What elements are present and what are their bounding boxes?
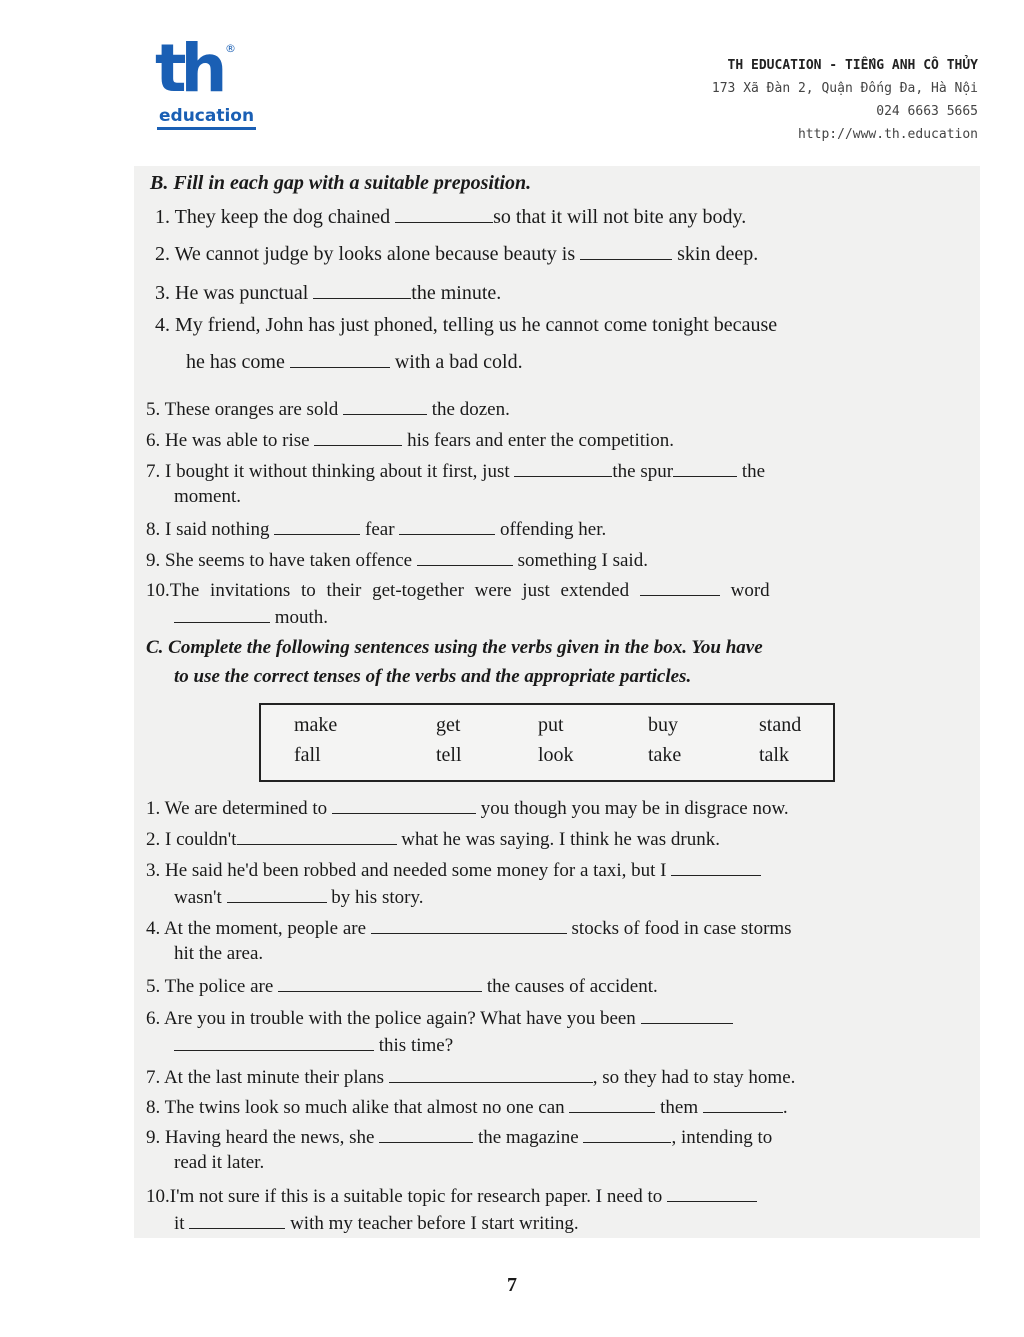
verb: tell — [436, 744, 462, 766]
verb: get — [436, 714, 461, 736]
header-contact — [712, 54, 978, 146]
registered-mark-icon: ® — [225, 42, 236, 55]
section-b-heading: B. Fill in each gap with a suitable preposition. — [150, 172, 532, 194]
verb: buy — [648, 714, 678, 736]
b-item-9: 9. She seems to have taken offence something I said. — [146, 547, 648, 573]
verb: take — [648, 744, 682, 766]
c-item-10: 10.I'm not sure if this is a suitable topic for research paper. I need to — [146, 1183, 757, 1209]
logo-text: th — [155, 30, 222, 107]
c-item-10-cont: it with my teacher before I start writing. — [174, 1210, 579, 1236]
page-number: 7 — [507, 1274, 517, 1296]
c-item-4-cont: hit the area. — [174, 943, 264, 964]
c-item-6: 6. Are you in trouble with the police again? What have you been — [146, 1005, 733, 1031]
verb-box — [259, 703, 835, 782]
b-item-7: 7. I bought it without thinking about it first, just the spur the — [146, 458, 765, 484]
logo-subtext: education — [157, 106, 256, 130]
verb: put — [538, 714, 564, 736]
verb: stand — [759, 714, 802, 736]
c-item-7: 7. At the last minute their plans , so they had to stay home. — [146, 1064, 795, 1090]
c-item-5: 5. The police are the causes of accident. — [146, 973, 658, 999]
c-item-9: 9. Having heard the news, she the magazine , intending to — [146, 1124, 772, 1150]
b-item-8: 8. I said nothing fear offending her. — [146, 516, 606, 542]
b-item-7-cont: moment. — [174, 486, 242, 507]
b-item-5: 5. These oranges are sold the dozen. — [146, 396, 510, 422]
b-item-4-cont: he has come with a bad cold. — [186, 351, 523, 373]
c-item-8: 8. The twins look so much alike that almost no one can them . — [146, 1094, 788, 1120]
c-item-2: 2. I couldn't what he was saying. I think he was drunk. — [146, 826, 720, 852]
c-item-3-cont: wasn't by his story. — [174, 884, 423, 910]
section-c-heading-line2: to use the correct tenses of the verbs and the appropriate particles. — [174, 666, 692, 687]
c-item-6-cont: this time? — [174, 1032, 453, 1058]
b-item-10-cont: mouth. — [174, 604, 328, 630]
c-item-9-cont: read it later. — [174, 1152, 265, 1173]
th-education-logo — [155, 30, 255, 136]
c-item-3: 3. He said he'd been robbed and needed some money for a taxi, but I — [146, 857, 761, 883]
verb: make — [294, 714, 338, 736]
b-item-2: 2. We cannot judge by looks alone because beauty is skin deep. — [155, 243, 759, 265]
verb: look — [538, 744, 574, 766]
b-item-4: 4. My friend, John has just phoned, telling us he cannot come tonight because — [155, 314, 778, 336]
section-c-heading-line1: C. Complete the following sentences using the verbs given in the box. You have — [146, 637, 763, 658]
org-name: TH EDUCATION - TIẾNG ANH CÔ THỦY — [727, 58, 978, 73]
b-item-1: 1. They keep the dog chained so that it will not bite any body. — [155, 206, 747, 228]
c-item-4: 4. At the moment, people are stocks of food in case storms — [146, 915, 792, 941]
b-item-10: 10.The invitations to their get-together were just extended word — [146, 577, 770, 603]
verb: talk — [759, 744, 789, 766]
verb: fall — [294, 744, 321, 766]
org-address: 173 Xã Đàn 2, Quận Đống Đa, Hà Nội — [711, 81, 978, 96]
c-item-1: 1. We are determined to you though you may be in disgrace now. — [146, 795, 789, 821]
b-item-3: 3. He was punctual the minute. — [155, 282, 502, 304]
org-website: http://www.th.education — [797, 127, 978, 142]
org-phone: 024 6663 5665 — [876, 104, 978, 119]
b-item-6: 6. He was able to rise his fears and enter the competition. — [146, 427, 674, 453]
